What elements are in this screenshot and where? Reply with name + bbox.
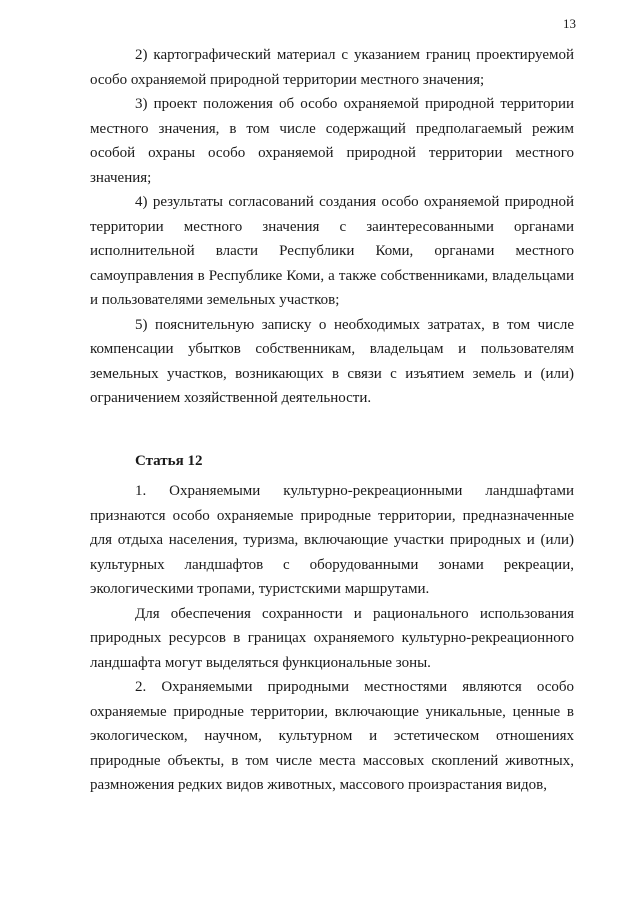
list-item: 5) пояснительную записку о необходимых затратах, в том числе компенсации убытков собственникам, владельцам и пользователям земельных участков, возникающих в связи с изъятием земель и (или) ограничением хозяйственной деятельности. (90, 316, 574, 406)
list-item: 4) результаты согласований создания особо охраняемой природной территории местного значения с заинтересованными органами исполнительной власти Республики Коми, органами местного самоуправления в Республике Коми, а также собственниками, владельцами и пользователями земельных участков; (90, 194, 574, 308)
article-paragraph: Для обеспечения сохранности и рационального использования природных ресурсов в границах охраняемого культурно-рекреационного ландшафта могут выделяться функциональные зоны. (90, 605, 574, 671)
article-paragraph: 1. Охраняемыми культурно-рекреационными ландшафтами признаются особо охраняемые природные территории, предназначенные для отдыха населения, туризма, включающие участки природных и (или) культурных ландшафтов с оборудованными зонами рекреации, экологическими тропами, туристскими маршрутами. (90, 483, 574, 597)
list-item: 2) картографический материал с указанием границ проектируемой особо охраняемой природной территории местного значения; (90, 47, 574, 88)
page-number: 13 (563, 16, 576, 31)
article-heading: Статья 12 (135, 452, 203, 469)
article-paragraph: 2. Охраняемыми природными местностями являются особо охраняемые природные территории, включающие уникальные, ценные в экологическом, научном, культурном и эстетическом отношениях природные объекты, в том числе места массовых скоплений животных, размножения редких видов животных, массового произрастания видов, (90, 679, 574, 793)
document-body (90, 43, 574, 798)
list-item: 3) проект положения об особо охраняемой природной территории местного значения, в том числе содержащий предполагаемый режим особой охраны особо охраняемой природной территории местного значения; (90, 96, 574, 186)
